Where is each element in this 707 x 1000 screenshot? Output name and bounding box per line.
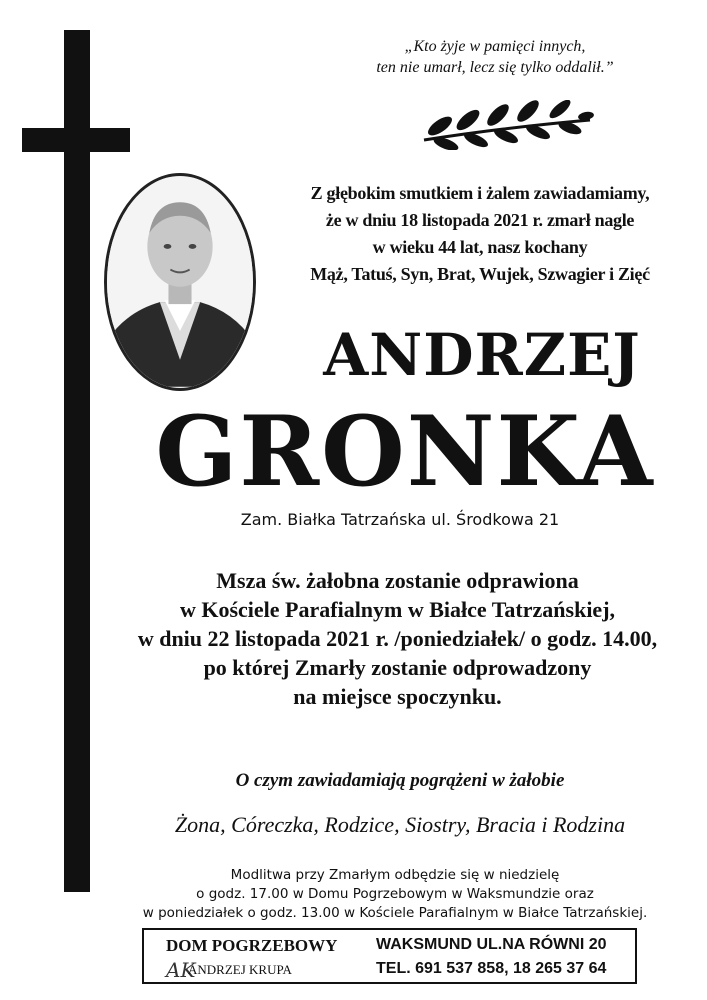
- portrait-photo: [104, 173, 256, 391]
- prayer-line: w poniedziałek o godz. 13.00 w Kościele Parafialnym w Białce Tatrzańskiej.: [142, 905, 648, 921]
- deceased-first-name: ANDRZEJ: [323, 321, 641, 389]
- mass-line: po której Zmarły zostanie odprowadzony: [203, 655, 592, 680]
- prayer-info: [90, 866, 700, 923]
- cross-bar: [22, 128, 130, 152]
- announcement-line: Z głębokim smutkiem i żalem zawiadamiamy,: [310, 183, 650, 203]
- funeral-home-address: WAKSMUND UL.NA RÓWNI 20: [376, 936, 607, 953]
- announcement: [280, 180, 680, 288]
- portrait-image: [107, 176, 253, 388]
- mourners-list: Żona, Córeczka, Rodzice, Siostry, Bracia i Rodzina: [174, 812, 626, 837]
- funeral-home-phone: TEL. 691 537 858, 18 265 37 64: [376, 960, 607, 977]
- mass-line: Msza św. żałobna zostanie odprawiona: [216, 568, 579, 593]
- prayer-line: o godz. 17.00 w Domu Pogrzebowym w Waksmundzie oraz: [196, 886, 594, 902]
- funeral-home-name: DOM POGRZEBOWY: [166, 936, 338, 955]
- deceased-last-name: GRONKA: [155, 395, 655, 508]
- memorial-quote: [330, 36, 660, 78]
- announcement-line: w wieku 44 lat, nasz kochany: [372, 237, 588, 257]
- mass-line: w dniu 22 listopada 2021 r. /poniedziałek/ o godz. 14.00,: [137, 626, 658, 651]
- quote-line-1: „Kto żyje w pamięci innych,: [404, 38, 586, 55]
- funeral-home-box: [142, 928, 637, 984]
- funeral-home-owner: ANDRZEJ KRUPA: [188, 962, 292, 977]
- cross-icon: [64, 30, 90, 892]
- mass-line: na miejsce spoczynku.: [293, 684, 502, 709]
- olive-branch-icon: [420, 100, 595, 150]
- mass-line: w Kościele Parafialnym w Białce Tatrzańskiej,: [179, 597, 616, 622]
- quote-line-2: ten nie umarł, lecz się tylko oddalił.”: [376, 59, 614, 76]
- mourners-intro: O czym zawiadamiają pogrążeni w żałobie: [235, 770, 565, 791]
- mass-info: [100, 566, 695, 711]
- funeral-home-logo: AK: [166, 958, 196, 982]
- announcement-line: że w dniu 18 listopada 2021 r. zmarł nagle: [325, 210, 635, 230]
- announcement-line: Mąż, Tatuś, Syn, Brat, Wujek, Szwagier i Zięć: [310, 264, 650, 284]
- deceased-address: Zam. Białka Tatrzańska ul. Środkowa 21: [240, 510, 560, 529]
- prayer-line: Modlitwa przy Zmarłym odbędzie się w niedzielę: [230, 867, 560, 883]
